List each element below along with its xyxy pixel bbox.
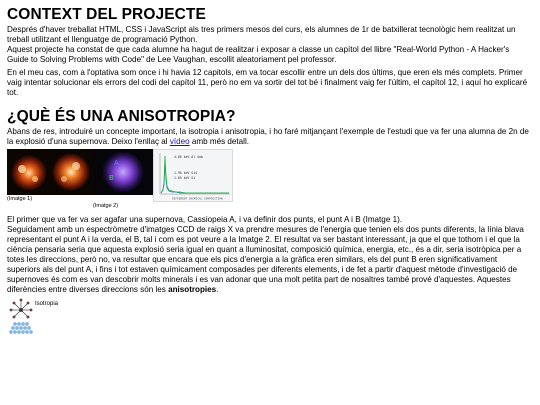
marker-b: B <box>109 174 114 182</box>
graph-label-1: 4.86 keV Al 4ab <box>174 155 203 159</box>
graph-label-3: 1.85 keV Si <box>174 176 196 180</box>
isotropy-diagram <box>7 298 79 334</box>
anisotropy-heading: ¿QUÈ ÉS UNA ANISOTROPIA? <box>7 108 236 125</box>
energy-spectrum-graph <box>153 149 233 202</box>
supernova-photo-right <box>50 149 93 195</box>
caption-image-1: (Imatge 1) <box>7 196 33 202</box>
video-link[interactable]: vídeo <box>169 137 190 146</box>
isotropy-star-icon <box>10 299 32 318</box>
isotropy-label: Isotropia <box>35 301 59 307</box>
context-heading: CONTEXT DEL PROJECTE <box>7 6 206 23</box>
figure-image-1 <box>7 149 93 202</box>
caption-image-2: (Imatge 2) <box>93 203 119 209</box>
graph-label-2: 1.96 keV Si4 <box>174 171 198 175</box>
context-paragraph-2: Aquest projecte ha constat de que cada alumne ha hagut de realitzar i exposar a classe un capítol del llibre "Real-World Python - A Hacker's Guide to Solving Problems with Code" de Lee Vaughan, escollit aleatoriament pel professor. <box>7 45 510 64</box>
supernova-figure <box>7 149 532 209</box>
anisotropy-paragraph-1: El primer que va fer va ser agafar una supernova, Cassiopeia A, i va definir dos punts, el punt A i B (Imatge 1). <box>7 215 403 224</box>
supernova-spectrum-photo <box>93 149 153 195</box>
anisotropy-body: Seguidament amb un espectròmetre d'imatges CCD de raigs X va prendre mesures de l'energia que tenien els dos punts diferents, la línia blava representant el punt A i la verda, el B, tal i com es pot veure a la Imatge 2. El resultat va ser bastant interessant, ja que el que tothom i el que la ciència pensaria seria que aquesta explosió seria igual en quant a lluminositat, composició química, energia, etc., és a dir, seria isotròpica per a totes les direccions, però no, va resultar que encara que els pics d'energia a la gràfica eren similars, els del punt B eren significativament superiors als del punt A, i fins i tot estaven químicament composades per diferents elements, i de fet a partir d'aquest mètode d'investigació de supernoves és com es van descobrir molts minerals i es van adonar que una molt petita part de nosaltres també prové d'aquestes. Aquestes diferències entre diverses direccions són les <box>7 225 524 294</box>
anisotropy-paragraph-2 <box>7 225 532 295</box>
marker-a: A <box>114 159 119 167</box>
crystal-lattice-icon <box>9 322 32 333</box>
context-paragraph-3: En el meu cas, com a l'optativa som once i hi havia 12 capitols, em va tocar escollir entre un dels dos últims, que eren els més complets. Primer vaig intentar solucionar els errors del codi del capítol 11, però no em va sortir del tot bé i finalment vaig fer l'últim, el capítol 12, i aquí ho explicaré tot. <box>7 68 528 97</box>
anisotropy-intro <box>7 127 532 147</box>
context-paragraph-1: Després d'haver treballat HTML, CSS i JavaScript als tres primers mesos del curs, els alumnes de 1r de batxillerat tecnològic hem realitzat un treball utilitzant el llenguatge de programació Python. <box>7 25 516 44</box>
intro-text-end: amb més detall. <box>189 137 250 146</box>
figure-image-2 <box>93 149 233 209</box>
end-punct: . <box>216 285 219 294</box>
graph-label-4: DIFFERENT CHEMICAL COMPOSITION <box>172 196 223 201</box>
anisotropies-keyword: anisotropies <box>168 285 217 294</box>
intro-text: Abans de res, introduiré un concepte important, la isotropia i anisotropia, i ho faré mitjançant l'exemple de l'estudi que va fer una alumna de 2n de la explosió d'una supernova. Deixo l'enllaç al <box>7 127 529 146</box>
supernova-photo-left <box>7 149 50 195</box>
